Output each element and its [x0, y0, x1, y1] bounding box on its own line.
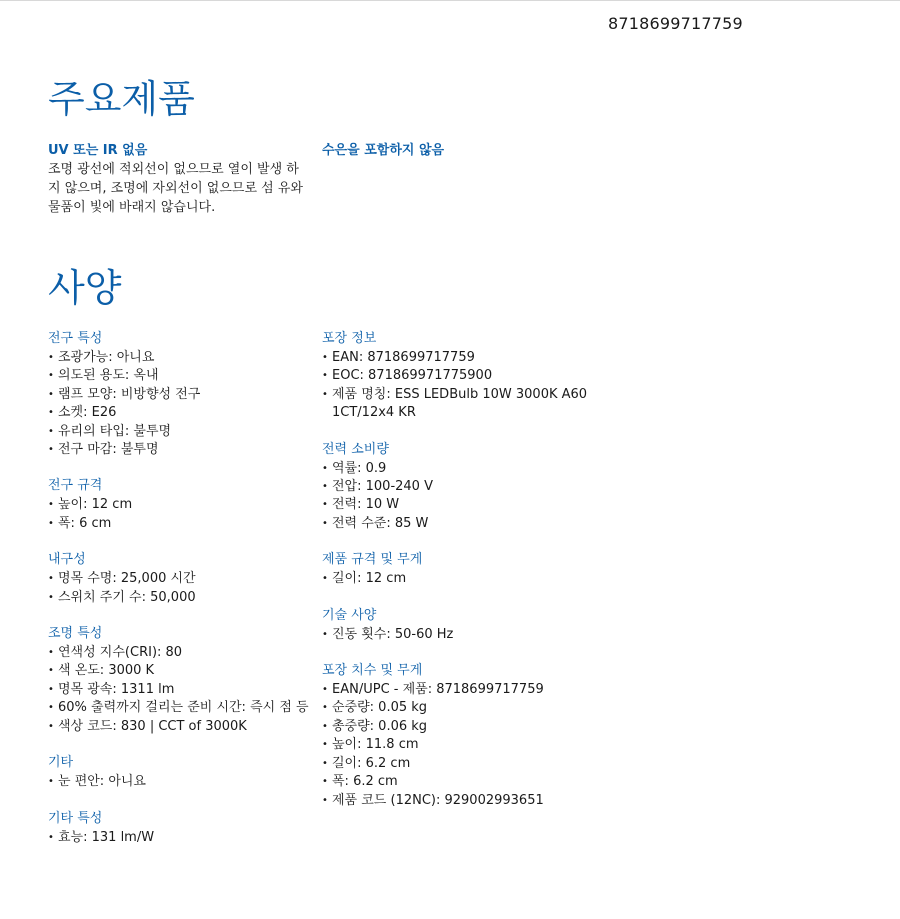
spec-list	[48, 773, 310, 791]
spec-section-title: 포장 정보	[322, 331, 377, 346]
spec-section-title: 포장 치수 및 무게	[322, 663, 423, 679]
spec-section-title: 전력 소비량	[322, 441, 389, 457]
spec-list	[322, 460, 592, 534]
spec-section	[48, 477, 310, 533]
spec-item: • 진동 횟수: 50-60 Hz	[322, 626, 592, 644]
spec-list	[322, 681, 592, 810]
spec-column-left	[48, 330, 310, 865]
spec-item: • 폭: 6.2 cm	[322, 773, 592, 791]
spec-item: • 유리의 타입: 불투명	[48, 423, 310, 441]
spec-section-title: 전구 특성	[48, 331, 103, 346]
spec-item: • 효능: 131 lm/W	[48, 829, 310, 847]
spec-item: • 60% 출력까지 걸리는 준비 시간: 즉시 점 등	[48, 699, 310, 717]
spec-section	[322, 607, 592, 644]
spec-section-title: 전구 규격	[48, 478, 103, 494]
spec-item: • 높이: 12 cm	[48, 496, 310, 514]
spec-item: • 전력 수준: 85 W	[322, 515, 592, 533]
spec-heading: 사양	[48, 266, 122, 310]
spec-column-right	[322, 330, 592, 828]
spec-section	[48, 754, 310, 791]
spec-item: • 색상 코드: 830 | CCT of 3000K	[48, 718, 310, 736]
main-features-heading: 주요제품	[48, 77, 195, 121]
feature-uv-ir	[48, 141, 310, 217]
spec-item: • 길이: 6.2 cm	[322, 755, 592, 773]
spec-section-title: 기술 사양	[322, 607, 377, 623]
spec-list	[48, 570, 310, 607]
spec-item: • EOC: 871869971775900	[322, 367, 592, 385]
spec-section-title: 제품 규격 및 무게	[322, 552, 423, 568]
spec-section	[322, 662, 592, 810]
spec-item: • 색 온도: 3000 K	[48, 662, 310, 680]
spec-section	[48, 330, 310, 459]
spec-list	[322, 570, 592, 588]
spec-item: • 의도된 용도: 옥내	[48, 367, 310, 385]
feature-mercury	[322, 141, 584, 160]
spec-section	[48, 551, 310, 607]
spec-item: • 연색성 지수(CRI): 80	[48, 644, 310, 662]
spec-item: • 눈 편안: 아니요	[48, 773, 310, 791]
spec-item: • 전압: 100-240 V	[322, 478, 592, 496]
spec-item: • 역률: 0.9	[322, 460, 592, 478]
spec-item: • 조광가능: 아니요	[48, 349, 310, 367]
spec-section-title: 내구성	[48, 552, 86, 568]
spec-section	[322, 330, 592, 423]
spec-list	[322, 349, 592, 423]
spec-section	[48, 810, 310, 847]
spec-item: • 길이: 12 cm	[322, 570, 592, 588]
spec-list	[48, 644, 310, 736]
spec-item: • 명목 광속: 1311 lm	[48, 681, 310, 699]
spec-item: • 제품 명칭: ESS LEDBulb 10W 3000K A60 1CT/12x4 KR	[322, 386, 592, 423]
spec-item: • EAN: 8718699717759	[322, 349, 592, 367]
spec-item: • 제품 코드 (12NC): 929002993651	[322, 792, 592, 810]
top-divider	[0, 0, 900, 1]
spec-item: • 순중량: 0.05 kg	[322, 699, 592, 717]
spec-item: • 소켓: E26	[48, 404, 310, 422]
spec-item: • 총중량: 0.06 kg	[322, 718, 592, 736]
spec-item: • 높이: 11.8 cm	[322, 736, 592, 754]
spec-list	[48, 829, 310, 847]
spec-item: • 스위치 주기 수: 50,000	[48, 589, 310, 607]
spec-section	[322, 551, 592, 588]
feature-description: 조명 광선에 적외선이 없으므로 열이 발생 하지 않으며, 조명에 자외선이 없으므로 섬 유와 물품이 빛에 바래지 않습니다.	[48, 162, 303, 215]
spec-item: • 전구 마감: 불투명	[48, 441, 310, 459]
feature-title: 수은을 포함하지 않음	[322, 143, 445, 158]
spec-item: • 폭: 6 cm	[48, 515, 310, 533]
spec-section-title: 기타	[48, 755, 74, 771]
spec-list	[48, 496, 310, 533]
spec-list	[322, 626, 592, 644]
spec-item: • 램프 모양: 비방향성 전구	[48, 386, 310, 404]
spec-section-title: 조명 특성	[48, 626, 103, 642]
feature-title: UV 또는 IR 없음	[48, 143, 148, 158]
spec-section-title: 기타 특성	[48, 810, 103, 826]
spec-item: • 명목 수명: 25,000 시간	[48, 570, 310, 588]
spec-section	[48, 625, 310, 736]
product-code: 8718699717759	[608, 14, 743, 33]
spec-item: • EAN/UPC - 제품: 8718699717759	[322, 681, 592, 699]
spec-section	[322, 441, 592, 534]
spec-item: • 전력: 10 W	[322, 496, 592, 514]
spec-list	[48, 349, 310, 459]
